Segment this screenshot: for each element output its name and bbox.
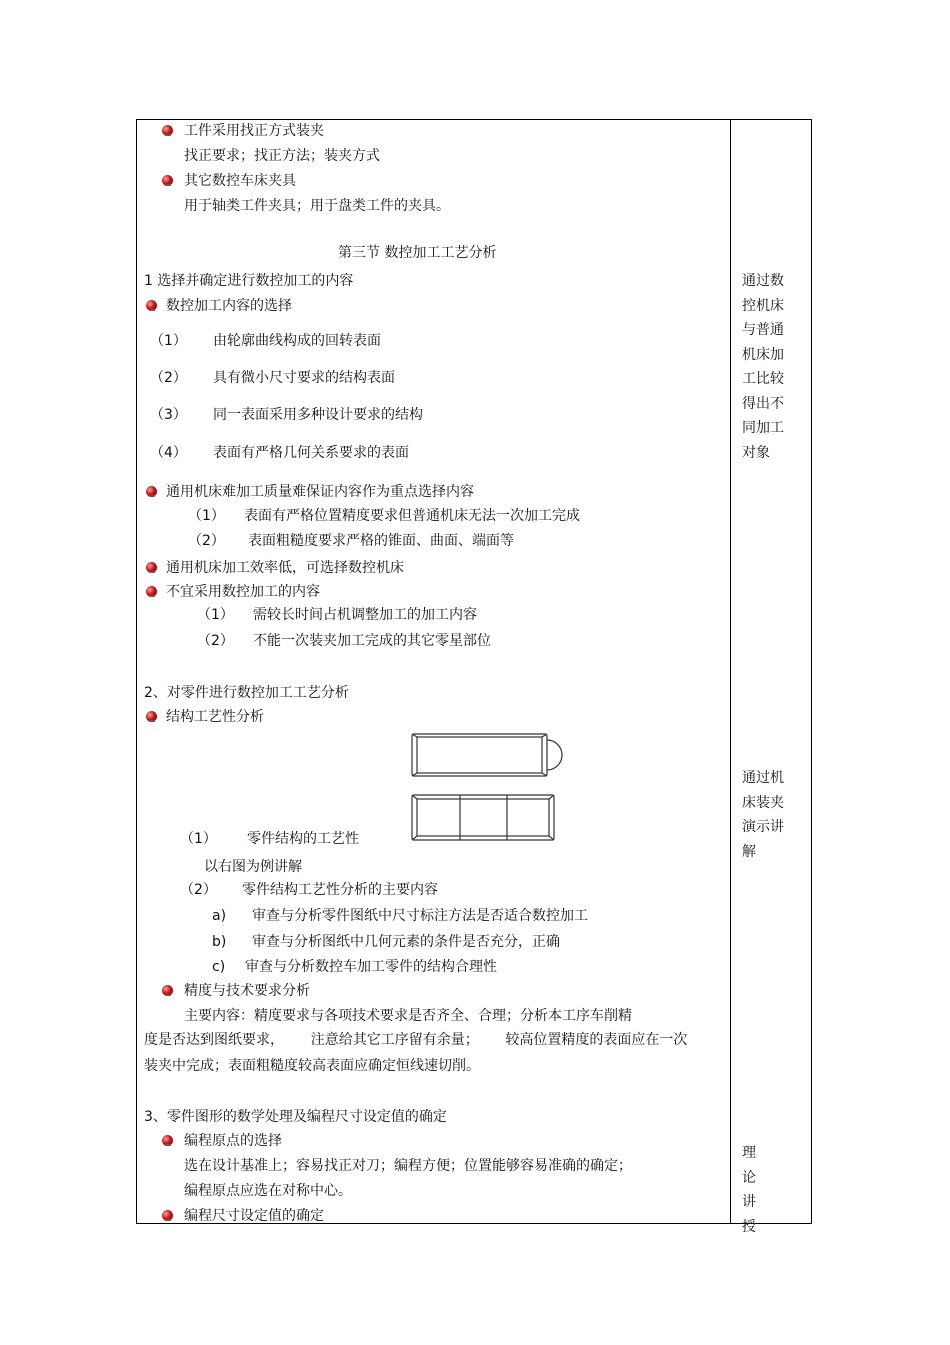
- bullet-text: 通用机床难加工质量难保证内容作为重点选择内容: [166, 484, 474, 500]
- bullet-text: 不宜采用数控加工的内容: [166, 584, 320, 600]
- bullet-text: 数控加工内容的选择: [166, 298, 292, 314]
- side-note: 理论讲授: [742, 1145, 769, 1235]
- list-number: （2）: [188, 533, 225, 549]
- list-text: 不能一次装夹加工完成的其它零星部位: [253, 633, 491, 649]
- bullet-text: 精度与技术要求分析: [184, 983, 310, 999]
- list-text: 零件结构的工艺性: [247, 831, 359, 847]
- paragraph-line: 主要内容：精度要求与各项技术要求是否齐全、合理；分析本工序车削精: [184, 1008, 632, 1024]
- bullet-icon: [162, 175, 173, 186]
- list-text: 表面有严格位置精度要求但普通机床无法一次加工完成: [244, 508, 580, 524]
- list-number: （1）: [180, 831, 217, 847]
- part3-heading: 3、零件图形的数学处理及编程尺寸设定值的确定: [144, 1109, 447, 1125]
- list-number: （1）: [188, 508, 225, 524]
- bullet-icon: [146, 562, 157, 573]
- list-number: （3）: [150, 407, 187, 423]
- bullet-icon: [146, 486, 157, 497]
- side-note: 通过数控机床与普通机床加工比较得出不同加工对象: [742, 273, 784, 461]
- list-text: 具有微小尺寸要求的结构表面: [213, 370, 395, 386]
- sublist-text: 审查与分析图纸中几何元素的条件是否充分，正确: [252, 934, 560, 950]
- list-number: （4）: [150, 445, 187, 461]
- sublist-text: 审查与分析零件图纸中尺寸标注方法是否适合数控加工: [252, 908, 588, 924]
- sublist-label: c): [212, 959, 226, 975]
- sublist-label: b): [212, 934, 227, 950]
- item-subtext: 用于轴类工件夹具；用于盘类工件的夹具。: [184, 198, 450, 214]
- bullet-text: 编程原点的选择: [184, 1133, 282, 1149]
- item-subtext: 选在设计基准上；容易找正对刀；编程方便；位置能够容易准确的确定；: [184, 1158, 632, 1174]
- bullet-icon: [146, 586, 157, 597]
- paragraph-line: 装夹中完成；表面粗糙度较高表面应确定恒线速切削。: [144, 1058, 480, 1074]
- bullet-icon: [162, 125, 173, 136]
- list-number: （2）: [150, 370, 187, 386]
- bullet-text: 结构工艺性分析: [166, 709, 264, 725]
- list-text: 由轮廓曲线构成的回转表面: [213, 333, 381, 349]
- list-text: 表面粗糙度要求严格的锥面、曲面、端面等: [248, 533, 514, 549]
- list-number: （1）: [150, 333, 187, 349]
- list-text: 同一表面采用多种设计要求的结构: [213, 407, 423, 423]
- sublist-label: a): [212, 908, 227, 924]
- list-number: （2）: [180, 882, 217, 898]
- list-number: （2）: [197, 633, 234, 649]
- column-divider: [730, 119, 731, 1224]
- part-drawing: [405, 728, 565, 846]
- part1-heading: 1 选择并确定进行数控加工的内容: [144, 273, 354, 289]
- item-subtext: 找正要求；找正方法；装夹方式: [184, 148, 380, 164]
- list-number: （1）: [197, 607, 234, 623]
- paragraph-line: 度是否达到图纸要求， 注意给其它工序留有余量； 较高位置精度的表面应在一次: [144, 1032, 688, 1048]
- item-text: 工件采用找正方式装夹: [184, 123, 324, 139]
- bullet-icon: [162, 1210, 173, 1221]
- list-text: 零件结构工艺性分析的主要内容: [242, 882, 438, 898]
- bullet-icon: [146, 711, 157, 722]
- bullet-icon: [146, 300, 157, 311]
- list-subtext: 以右图为例讲解: [204, 859, 302, 875]
- item-subtext: 编程原点应选在对称中心。: [184, 1183, 352, 1199]
- item-text: 其它数控车床夹具: [184, 173, 296, 189]
- part2-heading: 2、对零件进行数控加工工艺分析: [144, 685, 349, 701]
- bullet-icon: [162, 985, 173, 996]
- list-text: 表面有严格几何关系要求的表面: [213, 445, 409, 461]
- bullet-icon: [162, 1135, 173, 1146]
- bullet-text: 通用机床加工效率低，可选择数控机床: [166, 560, 404, 576]
- section-title: 第三节 数控加工工艺分析: [338, 245, 497, 261]
- side-note: 通过机床装夹演示讲解: [742, 770, 784, 860]
- bullet-text: 编程尺寸设定值的确定: [184, 1208, 324, 1224]
- list-text: 需较长时间占机调整加工的加工内容: [253, 607, 477, 623]
- sublist-text: 审查与分析数控车加工零件的结构合理性: [245, 959, 497, 975]
